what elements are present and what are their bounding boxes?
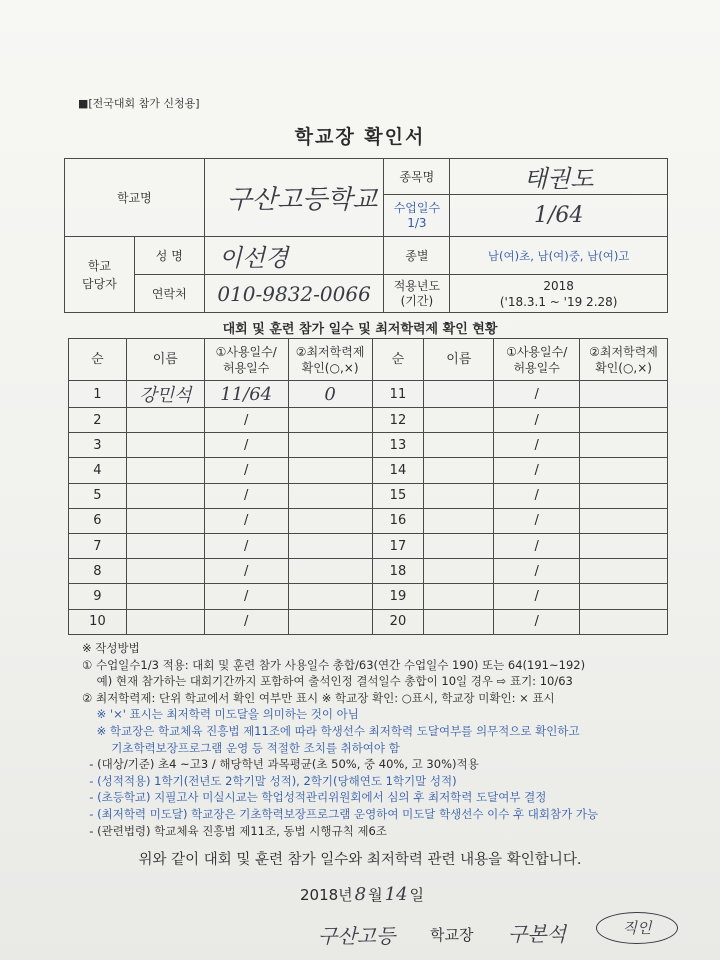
cell-check	[580, 458, 668, 483]
gender-label: 종별	[384, 237, 450, 275]
cell-name: 강민석	[126, 381, 204, 408]
table-row	[69, 559, 668, 584]
signature-label: 학교장	[430, 926, 474, 944]
instructions-notes	[82, 640, 702, 840]
column-header: 이름	[424, 339, 494, 381]
cell-days: /	[204, 483, 288, 508]
confirm-statement: 위와 같이 대회 및 훈련 참가 일수와 최저학력 관련 내용을 확인합니다.	[138, 852, 582, 868]
cell-check	[580, 381, 668, 408]
note-line: - (초등학교) 지필고사 미실시교는 학업성적관리위원회에서 심의 후 최저학력 도달여부 결정	[82, 790, 547, 805]
cell-no: 17	[372, 533, 424, 558]
cell-days: /	[204, 508, 288, 533]
cell-days: /	[494, 584, 580, 609]
table-row	[69, 508, 668, 533]
manager-label: 학교 담당자	[65, 237, 135, 313]
cell-check	[288, 458, 372, 483]
page-title: 학교장 확인서	[294, 126, 426, 148]
cell-name	[424, 609, 494, 634]
cell-days: /	[494, 433, 580, 458]
cell-check	[288, 483, 372, 508]
cell-check: 0	[288, 381, 372, 408]
signature-school: 구산고등	[318, 924, 396, 948]
cell-no: 5	[69, 483, 127, 508]
note-line: 예) 현재 참가하는 대회기간까지 포함하여 출석인정 결석일수 총합이 10일 경우 ⇨ 표기: 10/63	[82, 674, 573, 689]
cell-no: 16	[372, 508, 424, 533]
cell-days: /	[494, 559, 580, 584]
column-header: 순	[372, 339, 424, 381]
manager-name-label: 성 명	[134, 237, 204, 275]
cell-name	[126, 433, 204, 458]
cell-no: 14	[372, 458, 424, 483]
cell-name	[126, 609, 204, 634]
info-table	[64, 158, 668, 313]
cell-name	[424, 508, 494, 533]
column-header: ②최저학력제 확인(○,×)	[288, 339, 372, 381]
cell-days: /	[494, 408, 580, 433]
cell-no: 7	[69, 533, 127, 558]
note-line: ② 최저학력제: 단위 학교에서 확인 여부만 표시 ※ 학교장 확인: ○표시, 학교장 미확인: × 표시	[82, 690, 555, 705]
note-line: - (대상/기준) 초4 ~고3 / 해당학년 과목평균(초 50%, 중 40%, 고 30%)적용	[82, 757, 479, 772]
note-line: 기초학력보장프로그램 운영 등 적절한 조치를 취하여야 함	[82, 740, 400, 755]
official-seal: 직인	[596, 912, 678, 944]
cell-days: /	[204, 559, 288, 584]
cell-name	[126, 483, 204, 508]
cell-days: /	[494, 609, 580, 634]
table-row	[69, 533, 668, 558]
column-header: 이름	[126, 339, 204, 381]
cell-check	[288, 533, 372, 558]
table-row	[69, 483, 668, 508]
cell-check	[580, 559, 668, 584]
cell-name	[126, 458, 204, 483]
cell-no: 15	[372, 483, 424, 508]
cell-no: 6	[69, 508, 127, 533]
cell-check	[580, 584, 668, 609]
cell-name	[126, 584, 204, 609]
class-days-value: 1/64	[450, 195, 668, 237]
table-row	[69, 433, 668, 458]
cell-check	[288, 508, 372, 533]
cell-days: /	[494, 381, 580, 408]
cell-check	[288, 584, 372, 609]
sport-value: 태권도	[450, 159, 668, 195]
sport-label: 종목명	[384, 159, 450, 195]
school-name-label: 학교명	[65, 159, 205, 237]
participation-table	[68, 338, 668, 635]
cell-name	[424, 483, 494, 508]
principal-signature: 구본석	[508, 922, 566, 946]
cell-days: /	[494, 508, 580, 533]
contact-value: 010-9832-0066	[204, 275, 384, 313]
cell-check	[580, 433, 668, 458]
school-name-value: 구산고등학교	[204, 159, 384, 237]
cell-check	[580, 483, 668, 508]
cell-name	[126, 533, 204, 558]
cell-no: 18	[372, 559, 424, 584]
cell-check	[580, 533, 668, 558]
cell-no: 20	[372, 609, 424, 634]
cell-name	[424, 458, 494, 483]
cell-check	[580, 609, 668, 634]
note-line: ① 수업일수1/3 적용: 대회 및 훈련 참가 사용일수 총합/63(연간 수업일수 190) 또는 64(191~192)	[82, 657, 586, 672]
year-label: 적용년도 (기간)	[384, 275, 450, 313]
table-row	[69, 381, 668, 408]
cell-check	[580, 508, 668, 533]
note-line: ※ 작성방법	[82, 641, 140, 655]
signature-date: 2018년 8 월 14 일	[300, 884, 425, 905]
note-line: ※ 학교장은 학교체육 진흥법 제11조에 따라 학생선수 최저학력 도달여부를 의무적으로 확인하고	[82, 724, 580, 738]
cell-name	[424, 433, 494, 458]
class-days-label: 수업일수 1/3	[384, 195, 450, 237]
cell-name	[424, 408, 494, 433]
note-line: - (관련법령) 학교체육 진흥법 제11조, 동법 시행규칙 제6조	[82, 823, 387, 838]
cell-no: 4	[69, 458, 127, 483]
note-line: - (최저학력 미도달) 학교장은 기초학력보장프로그램 운영하여 미도달 학생선수 이수 후 대회참가 가능	[82, 807, 599, 821]
cell-no: 8	[69, 559, 127, 584]
cell-check	[288, 433, 372, 458]
table-row	[69, 408, 668, 433]
cell-no: 9	[69, 584, 127, 609]
cell-days: /	[204, 408, 288, 433]
cell-no: 3	[69, 433, 127, 458]
column-header: ①사용일수/ 허용일수	[494, 339, 580, 381]
table-row	[69, 458, 668, 483]
manager-name-value: 이선경	[204, 237, 384, 275]
cell-name	[424, 381, 494, 408]
cell-name	[126, 508, 204, 533]
note-line: ※ '×' 표시는 최저학력 미도달을 의미하는 것이 아님	[82, 707, 359, 722]
cell-no: 13	[372, 433, 424, 458]
note-line: - (성적적용) 1학기(전년도 2학기말 성적), 2학기(당해연도 1학기말 성적)	[82, 773, 457, 788]
cell-days: /	[204, 433, 288, 458]
form-tag: ■[전국대회 참가 신청용]	[78, 97, 200, 110]
cell-days: /	[204, 458, 288, 483]
cell-no: 1	[69, 381, 127, 408]
cell-check	[288, 609, 372, 634]
column-header: ①사용일수/ 허용일수	[204, 339, 288, 381]
table-row	[69, 584, 668, 609]
contact-label: 연락처	[134, 275, 204, 313]
cell-name	[424, 559, 494, 584]
cell-no: 19	[372, 584, 424, 609]
column-header: ②최저학력제 확인(○,×)	[580, 339, 668, 381]
cell-check	[580, 408, 668, 433]
section-title: 대회 및 훈련 참가 일수 및 최저학력제 확인 현황	[222, 322, 498, 337]
cell-days: /	[494, 533, 580, 558]
cell-name	[424, 533, 494, 558]
table-row	[69, 609, 668, 634]
cell-check	[288, 559, 372, 584]
cell-no: 10	[69, 609, 127, 634]
year-value: 2018 ('18.3.1 ~ '19 2.28)	[450, 275, 668, 313]
cell-no: 11	[372, 381, 424, 408]
cell-no: 12	[372, 408, 424, 433]
cell-check	[288, 408, 372, 433]
cell-name	[126, 408, 204, 433]
cell-days: /	[494, 458, 580, 483]
cell-name	[126, 559, 204, 584]
cell-name	[424, 584, 494, 609]
column-header: 순	[69, 339, 127, 381]
cell-days: /	[494, 483, 580, 508]
cell-days: /	[204, 584, 288, 609]
cell-days: /	[204, 533, 288, 558]
cell-no: 2	[69, 408, 127, 433]
cell-days: 11/64	[204, 381, 288, 408]
gender-value: 남(여)초, 남(여)중, 남(여)고	[450, 237, 668, 275]
cell-days: /	[204, 609, 288, 634]
